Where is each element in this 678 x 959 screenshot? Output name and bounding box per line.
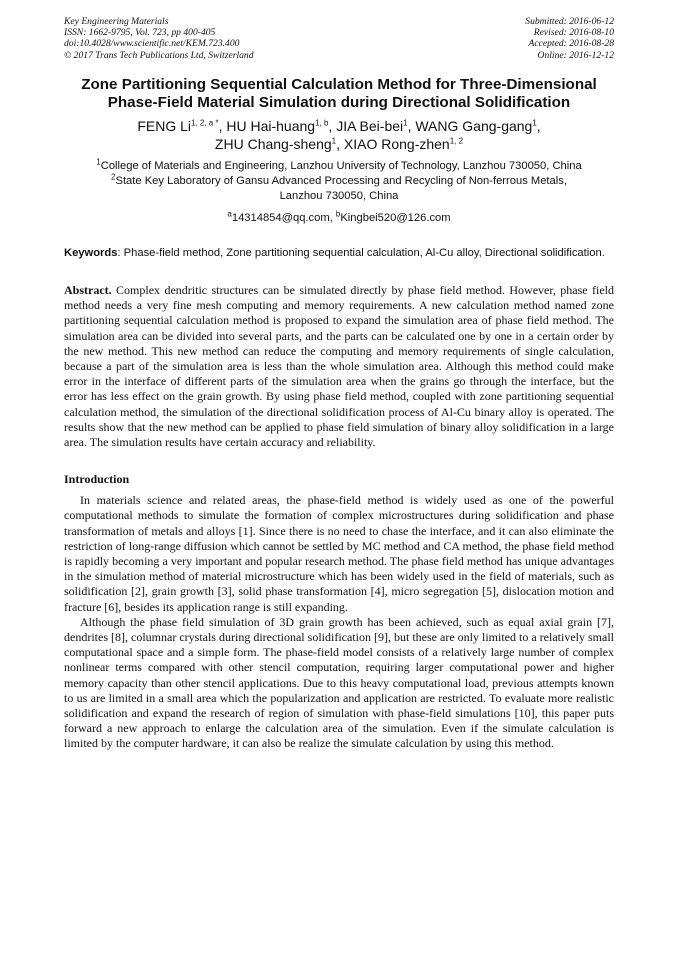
abstract [64, 283, 614, 450]
affiliations [64, 159, 614, 205]
email-1-marker: a [227, 208, 232, 218]
author-xiao-rong-zhen-affil: 1, 2 [449, 136, 464, 146]
affiliation-2-text: State Key Laboratory of Gansu Advanced Processing and Recycling of Non-ferrous Metals, [115, 175, 567, 188]
section-heading-introduction: Introduction [64, 472, 130, 487]
journal-issn: ISSN: 1662-9795, Vol. 723, pp 400-405 [64, 27, 216, 39]
author-feng-li-affil: 1, 2, a * [191, 118, 219, 128]
affiliation-2-line-2: Lanzhou 730050, China [279, 190, 399, 203]
author-jia-bei-bei: , JIA Bei-bei [328, 117, 404, 134]
email-1[interactable]: 14314854@qq.com [231, 211, 330, 224]
publication-dates [525, 16, 614, 61]
abstract-text: Complex dendritic structures can be simulated directly by phase field method. However, phase field method needs a very fine mesh computing and memory requirements. A new calculation method named zone partitioning sequential calculation method is proposed to expand the simulation area of phase field method. The simulation area can be divided into several parts, and the parts can be calculated one by one in a certain order by the new method. This new method can reduce the computing and memory requirements of single calculation, because a part of the simulation area is less than the whole simulation area. Although this method could make error in the interface of different parts of the simulation area when the grains go through the interface, but the error has less effect on the grain growth. By using phase field method, coupled with zone partitioning sequential calculation method, the simulation of the directional solidification process of Al-Cu binary alloy is operated. The results show that the new method can be applied to phase field simulation of binary alloy solidification in a large area. The simulation results have certain accuracy and reliability. [64, 282, 614, 449]
author-hu-hai-huang: , HU Hai-huang [218, 117, 316, 134]
title-line-1: Zone Partitioning Sequential Calculation Method for Three-Dimensional [81, 75, 597, 93]
author-emails [64, 208, 614, 225]
keywords-label: Keywords [64, 246, 118, 259]
date-revised: Revised: 2016-08-10 [533, 27, 614, 39]
author-line-1 [64, 117, 614, 135]
author-wang-gang-gang: , WANG Gang-gang [407, 117, 533, 134]
date-submitted: Submitted: 2016-06-12 [525, 16, 614, 27]
author-xiao-rong-zhen: , XIAO Rong-zhen [336, 135, 450, 152]
paper-title [64, 76, 614, 113]
author-zhu-chang-sheng-affil: 1 [331, 136, 337, 146]
date-accepted: Accepted: 2016-08-28 [528, 38, 614, 50]
author-separator: , [536, 117, 541, 134]
journal-name: Key Engineering Materials [64, 16, 169, 27]
email-2-marker: b [335, 208, 341, 218]
author-wang-gang-gang-affil: 1 [532, 118, 537, 128]
abstract-label: Abstract. [64, 282, 112, 297]
author-zhu-chang-sheng: ZHU Chang-sheng [214, 135, 332, 152]
journal-doi[interactable]: doi:10.4028/www.scientific.net/KEM.723.400 [64, 38, 240, 50]
title-line-2: Phase-Field Material Simulation during Directional Solidification [107, 94, 571, 112]
email-2[interactable]: Kingbei520@126.com [340, 211, 451, 224]
affiliation-2 [64, 174, 614, 189]
introduction-paragraph-2: Although the phase field simulation of 3D grain growth has been achieved, such as equal axial grain [7], dendrites [8], columnar crystals during directional solidification [9], but these are only limited to a relatively small computational space and a simple form. The phase-field model consists of a relatively large number of complex nonlinear terms compared with other stencil computation, requiring larger computational power and higher memory capacity than other stencil applications. Due to this heavy computational load, previous attempts known to us are limited in a small area which the popularization and application are restricted. To evaluate more realistic solidification and expand the research of region of simulation with phase-field simulations [10], this paper puts forward a new approach to enlarge the calculation area of the simulation. Even if the simulate calculation is limited by the computer hardware, it can also be realize the simulate calculation by using this method. [64, 614, 614, 751]
author-list [64, 117, 614, 153]
affiliation-1-marker: 1 [96, 157, 101, 167]
email-separator: , [329, 211, 336, 224]
affiliation-1 [64, 159, 614, 174]
author-jia-bei-bei-affil: 1 [403, 118, 408, 128]
author-hu-hai-huang-affil: 1, b [315, 118, 329, 128]
journal-copyright: © 2017 Trans Tech Publications Ltd, Switzerland [64, 49, 254, 61]
keywords-text: : Phase-field method, Zone partitioning sequential calculation, Al-Cu alloy, Directional solidification. [117, 246, 605, 259]
affiliation-2-marker: 2 [111, 172, 116, 182]
date-online: Online: 2016-12-12 [537, 49, 614, 61]
introduction-paragraph-1: In materials science and related areas, the phase-field method is widely used as one of the powerful computational methods to simulate the formation of complex microstructures during solidification and phase transformation of metals and alloys [1]. Since there is no need to chase the interface, and it can also eliminate the restriction of long-range diffusion which cannot be settled by MC method and CA method, the phase field method is rapidly becoming a very important and popular research method. The phase field method has unique advantages in the simulation method of material microstructure which has been widely used in the field of materials, such as solidification [2], grain growth [3], solid phase transformation [4], micro segregation [5], dislocation motion and fracture [6], besides its application range is still expanding. [64, 493, 614, 614]
journal-header [64, 16, 614, 61]
affiliation-1-text: College of Materials and Engineering, Lanzhou University of Technology, Lanzhou 730050, China [100, 159, 582, 172]
author-line-2 [64, 135, 614, 153]
author-feng-li: FENG Li [137, 117, 191, 134]
journal-info [64, 16, 254, 61]
keywords [64, 246, 614, 261]
